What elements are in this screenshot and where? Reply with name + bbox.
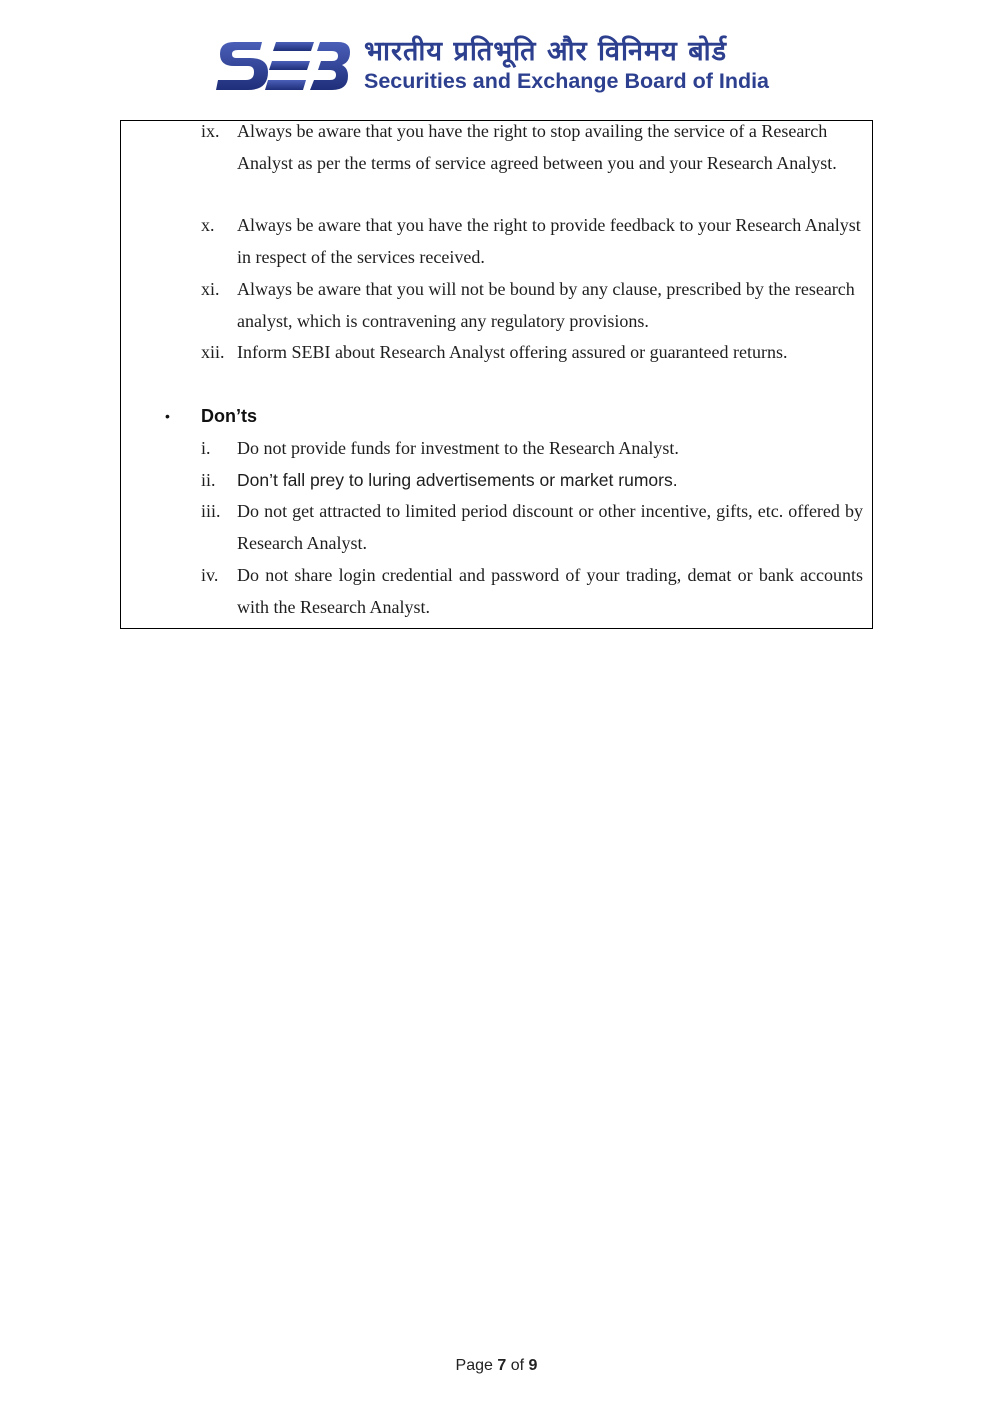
content-box xyxy=(120,120,873,629)
list-item xyxy=(201,274,863,337)
page-footer xyxy=(0,1357,993,1375)
of-label: of xyxy=(510,1357,525,1374)
item-text: Always be aware that you have the right to stop availing the service of a Research Analyst as per the terms of service agreed between you and your Research Analyst. xyxy=(237,121,837,173)
list-item xyxy=(201,337,863,369)
item-text: Don’t fall prey to luring advertisements or market rumors. xyxy=(237,470,678,490)
list-item xyxy=(201,496,863,559)
item-number: iv. xyxy=(201,565,219,585)
sebi-logo-icon xyxy=(216,34,354,98)
logo-text xyxy=(364,36,794,94)
page-label: Page xyxy=(455,1357,493,1374)
donts-heading-text: Don’ts xyxy=(201,406,257,426)
item-text: Do not share login credential and password of your trading, demat or bank accounts with the Research Analyst. xyxy=(237,565,863,617)
item-number: xi. xyxy=(201,279,220,299)
list-item xyxy=(201,210,863,273)
list-item xyxy=(201,560,863,623)
item-text: Always be aware that you will not be bound by any clause, prescribed by the research analyst, which is contravening any regulatory provisions. xyxy=(237,279,855,331)
item-text: Do not get attracted to limited period discount or other incentive, gifts, etc. offered by Research Analyst. xyxy=(237,501,863,553)
donts-heading xyxy=(165,402,257,430)
total-pages-number: 9 xyxy=(528,1357,538,1374)
item-number: x. xyxy=(201,215,215,235)
bullet-icon: • xyxy=(165,408,170,424)
list-item xyxy=(201,433,863,465)
item-text: Always be aware that you have the right to provide feedback to your Research Analyst in respect of the services received. xyxy=(237,215,861,267)
org-name-english: Securities and Exchange Board of India xyxy=(364,69,770,93)
item-number: ii. xyxy=(201,470,216,490)
list-item xyxy=(201,465,863,497)
org-name-hindi: भारतीय प्रतिभूति और विनिमय बोर्ड xyxy=(364,36,728,67)
item-text: Do not provide funds for investment to the Research Analyst. xyxy=(237,438,679,458)
item-number: iii. xyxy=(201,501,221,521)
list-item xyxy=(201,116,863,179)
item-text: Inform SEBI about Research Analyst offering assured or guaranteed returns. xyxy=(237,342,788,362)
item-number: ix. xyxy=(201,121,220,141)
item-number: xii. xyxy=(201,342,225,362)
item-number: i. xyxy=(201,438,211,458)
current-page-number: 7 xyxy=(497,1357,507,1374)
page-header xyxy=(216,34,786,98)
